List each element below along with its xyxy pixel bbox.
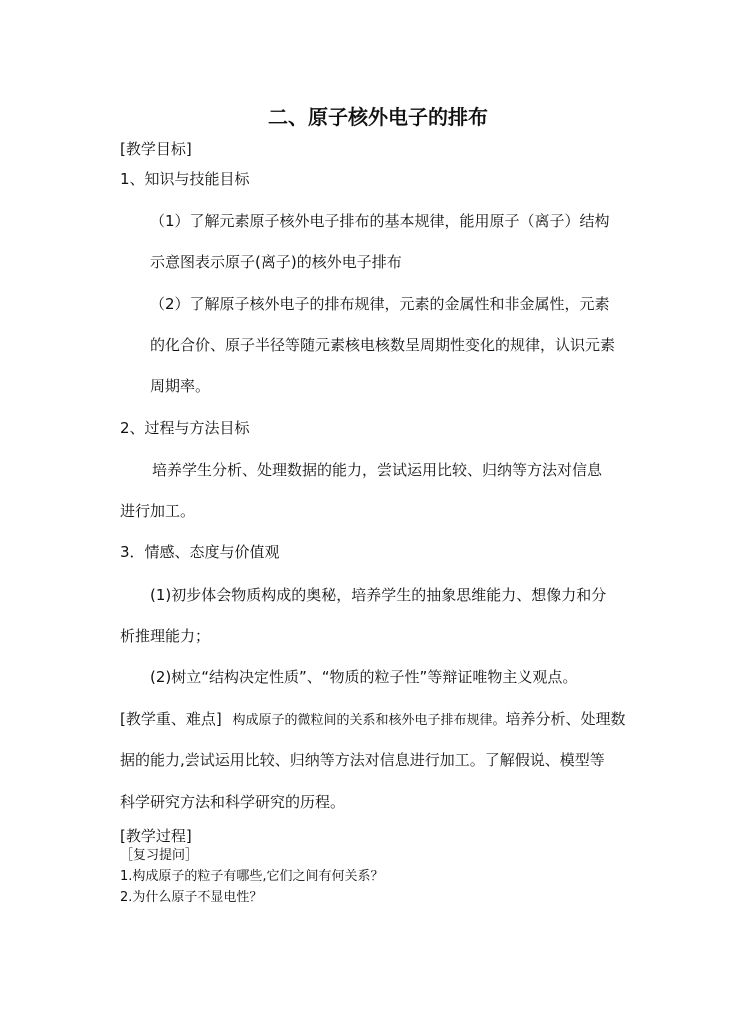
goal1-item2-line2: 的化合价、原子半径等随元素核电核数呈周期性变化的规律，认识元素: [150, 336, 616, 354]
keypoints-line1: [120, 709, 626, 731]
keypoints-line2: 据的能力,尝试运用比较、归纳等方法对信息进行加工。了解假说、模型等: [120, 751, 605, 769]
goal1-item2-line3: 周期率。: [150, 377, 211, 395]
process-heading: [教学过程]: [120, 827, 192, 845]
keypoints-inline: 构成原子的微粒间的关系和核外电子排布规律。: [232, 713, 506, 728]
goal3-item1-line1: (1)初步体会物质构成的奥秘，培养学生的抽象思维能力、想像力和分: [150, 586, 607, 604]
goal3-heading: 3．情感、态度与价值观: [120, 543, 280, 561]
goal3-item1-line2: 析推理能力；: [120, 627, 211, 645]
goal2-heading: 2、过程与方法目标: [120, 419, 250, 437]
objectives-heading: [教学目标]: [120, 140, 192, 158]
keypoints-rest: 培养分析、处理数: [505, 710, 626, 728]
keypoints-line3: 科学研究方法和科学研究的历程。: [120, 793, 346, 811]
page-title: 二、原子核外电子的排布: [268, 105, 488, 129]
goal1-item1-line2: 示意图表示原子(离子)的核外电子排布: [150, 253, 402, 271]
goal2-line1: 培养学生分析、处理数据的能力，尝试运用比较、归纳等方法对信息: [152, 461, 603, 479]
goal3-item2: (2)树立“结构决定性质”、“物质的粒子性”等辩证唯物主义观点。: [150, 668, 578, 686]
goal1-heading: 1、知识与技能目标: [120, 170, 250, 188]
goal1-item2-line1: （2）了解原子核外电子的排布规律，元素的金属性和非金属性，元素: [150, 295, 610, 313]
goal2-line2: 进行加工。: [120, 502, 196, 520]
goal1-item1-line1: （1）了解元素原子核外电子排布的基本规律，能用原子（离子）结构: [150, 212, 610, 230]
keypoints-label: [教学重、难点]: [120, 710, 222, 728]
review-heading: ［复习提问］: [120, 848, 199, 863]
review-question-1: 1.构成原子的粒子有哪些,它们之间有何关系？: [120, 869, 384, 884]
review-question-2: 2.为什么原子不显电性？: [120, 890, 263, 905]
